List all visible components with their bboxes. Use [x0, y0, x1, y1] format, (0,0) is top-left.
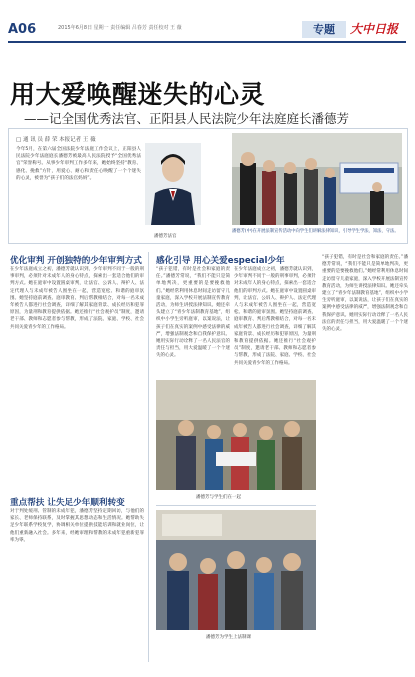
section-3-body-cont: 在少年法庭成立之初，潘德芳就认识到，少年审判不同于一般的刑事审判，必须针对未成年人的身心特点，探索出一套适合他们的审判方式。她在庭审中设置圆桌审判，让法官、公诉人、辩护人、法定代理人与未成年被告人围坐在一起，营造宽松、和谐的庭审氛围。她坚持庭前调查、庭审教育、判后帮教相结合，对每一名未成年被告人都进行社会调查，详细了解其家庭背景、成长经历和犯罪原因，为量刑和教育提供依据。她还推行“社会观护员”制度，邀请老干部、教师和志愿者参与帮教，形成了法院、家庭、学校、社会共同关爱青少年的工作格局。	[234, 267, 316, 366]
section-1-heading: 优化审判 开创独特的少年审判方式	[10, 256, 142, 266]
top-photo-caption: 潘德芳(中)在开展法制宣传活动中向学生们讲解法律知识，引导学生学法、知法、守法。	[232, 229, 399, 234]
page-header	[0, 0, 415, 40]
masthead-logo: 大中日报	[350, 22, 399, 36]
section-2-heading: 重点帮扶 让失足少年顺利转变	[10, 498, 125, 508]
intro-text: 今年5月，在第六届全国法院少年法庭工作会议上，正阳县人民法院少年法庭庭长潘德芳被最高人民法院授予“全国优秀法官”荣誉称号。从事少年审判工作多年来，她始终坚持“教育、感化、挽救”方针，用爱心、耐心和责任心唤醒了一个个迷失的心灵，被誉为“孩子们的法官妈妈”。	[16, 147, 141, 181]
dateline: 2015年6月8日 星期一 责任编辑 吕春芳 责任校对 王 薇	[58, 25, 182, 31]
middle-photo-caption: 潘德芳与学生们在一起	[196, 495, 241, 500]
portrait-photo	[145, 143, 201, 225]
byline: □ 通 讯 员 薛 荣 本报记者 王 薇	[16, 137, 96, 143]
page-number: A06	[8, 22, 37, 37]
bottom-photo	[156, 510, 316, 630]
subheadline: ——记全国优秀法官、正阳县人民法院少年法庭庭长潘德芳	[24, 111, 350, 126]
right-column-text: “孩子犯错，有时是社会和家庭的责任。”潘德芳常说，“我们不能只是简单地判决，更重要的是要挽救他们。”她经常利用休息时间走访留守儿童家庭，深入学校开展法制宣传教育活动，为师生讲授法律知识。她还牵头建立了“青少年法制教育基地”，组织中小学生旁听庭审，以案说法，让孩子们在真实的案例中感受法律的威严，增强法制观念和自我保护意识。她用实际行动诠释了一名人民法官的责任与担当，用大爱温暖了一个个迷失的心灵。	[322, 255, 408, 333]
portrait-caption: 潘德芳法官	[154, 234, 177, 239]
header-rule	[8, 41, 406, 43]
section-3-body: “孩子犯错，有时是社会和家庭的责任。”潘德芳常说，“我们不能只是简单地判决，更重要的是要挽救他们。”她经常利用休息时间走访留守儿童家庭，深入学校开展法制宣传教育活动，为师生讲授法律知识。她还牵头建立了“青少年法制教育基地”，组织中小学生旁听庭审，以案说法，让孩子们在真实的案例中感受法律的威严，增强法制观念和自我保护意识。她用实际行动诠释了一名人民法官的责任与担当，用大爱温暖了一个个迷失的心灵。	[156, 267, 230, 359]
middle-photo	[156, 380, 316, 490]
section-3-heading: 感化引导 用心关爱especial少年	[156, 256, 285, 266]
section-1-body: 在少年法庭成立之初，潘德芳就认识到，少年审判不同于一般的刑事审判，必须针对未成年人的身心特点，探索出一套适合他们的审判方式。她在庭审中设置圆桌审判，让法官、公诉人、辩护人、法定代理人与未成年被告人围坐在一起，营造宽松、和谐的庭审氛围。她坚持庭前调查、庭审教育、判后帮教相结合，对每一名未成年被告人都进行社会调查，详细了解其家庭背景、成长经历和犯罪原因，为量刑和教育提供依据。她还推行“社会观护员”制度，邀请老干部、教师和志愿者参与帮教，形成了法院、家庭、学校、社会共同关爱青少年的工作格局。	[10, 267, 144, 330]
page-footer	[0, 667, 415, 677]
bottom-photo-caption: 潘德芳为学生上法制课	[206, 635, 251, 640]
column-divider	[148, 252, 149, 662]
section-tag: 专题	[302, 21, 346, 38]
headline: 用大爱唤醒迷失的心灵	[10, 80, 266, 109]
top-photo	[232, 133, 402, 225]
photo-divider	[156, 505, 316, 506]
section-2-body: 对于判处缓刑、管制的未成年犯，潘德芳坚持定期回访，与他们的家长、老师保持联系，及时掌握其思想动态和生活情况。她帮助失足少年联系学校复学，协调相关单位提供技能培训和就业岗位，让他们重新融入社会。多年来，经她审理和帮教的未成年犯重新犯罪率为零。	[10, 509, 144, 543]
